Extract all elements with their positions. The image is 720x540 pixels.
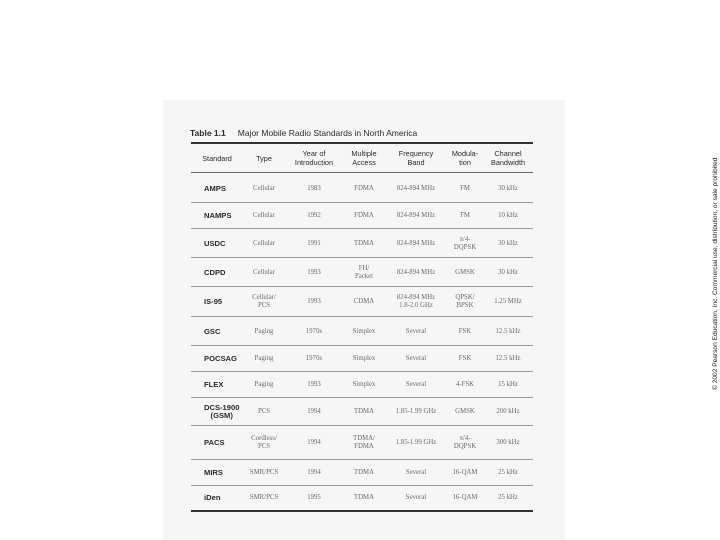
cell-band: 824-894 MHz 1.8-2.0 GHz [396,294,436,309]
cell-type: Cellular/ PCS [252,294,276,309]
cell-standard: MIRS [204,468,223,477]
cell-type: Paging [254,381,274,388]
table-number: Table 1.1 [190,128,226,138]
table-title: Major Mobile Radio Standards in North America [237,128,418,138]
column-header-type: Type [256,153,272,163]
cell-band: 824-894 MHz [396,184,436,192]
cell-standard: AMPS [204,183,226,193]
table-caption [190,128,417,138]
cell-modulation: FSK [458,327,472,335]
column-header-modulation: Modula- tion [451,149,479,167]
cell-modulation: FM [460,184,470,192]
cell-year: 1983 [307,184,321,192]
cell-modulation: FM [460,212,470,219]
cell-year: 1991 [307,239,321,247]
cell-type: Cellular [253,239,275,247]
cell-standard: CDPD [204,267,226,277]
cell-type: Paging [254,355,274,362]
cell-band: 824-894 MHz [396,268,436,276]
cell-access: Simplex [352,327,376,335]
column-header-band: Frequency Band [398,149,434,167]
cell-year: 1994 [307,469,321,476]
cell-band: Several [405,327,427,335]
cell-type: Cellular [253,268,275,276]
cell-year: 1994 [307,439,321,446]
cell-standard: FLEX [204,380,224,389]
cell-modulation: 4-FSK [455,381,475,388]
cell-bandwidth: 30 kHz [498,184,518,192]
cell-year: 1993 [307,298,321,305]
cell-band: 824-894 MHz [396,212,436,219]
cell-year: 1970s [305,355,323,362]
cell-access: FH/ Packet [354,264,374,280]
cell-year: 1992 [307,212,321,219]
cell-band: Several [405,381,427,388]
cell-access: TDMA [353,469,374,476]
cell-bandwidth: 30 kHz [498,268,518,276]
cell-access: TDMA [353,494,374,501]
copyright-notice: © 2002 Pearson Education, Inc. Commercial use, distribution, or sale prohibited [712,157,719,390]
cell-modulation: 16-QAM [452,469,478,476]
cell-access: FDMA [354,184,374,192]
cell-bandwidth: 30 kHz [498,239,518,247]
table-row [191,398,533,426]
cell-access: Simplex [352,355,376,362]
cell-year: 1994 [307,408,321,415]
cell-standard: NAMPS [204,211,232,220]
cell-type: Cellular [253,212,275,219]
cell-bandwidth: 12.5 kHz [495,355,521,362]
cell-bandwidth: 25 kHz [498,469,518,476]
table-row [191,287,533,317]
cell-modulation: 16-QAM [452,494,478,501]
column-header-access: Multiple Access [351,149,377,167]
column-header-bandwidth: Channel Bandwidth [490,149,526,167]
cell-bandwidth: 200 kHz [496,408,520,415]
cell-type: Cordless/ PCS [251,435,277,450]
table-row [191,486,533,510]
cell-type: SMR/PCS [249,494,279,501]
cell-year: 1995 [307,494,321,501]
cell-bandwidth: 300 kHz [496,439,520,446]
cell-standard: IS-95 [204,297,223,306]
cell-access: Simplex [352,381,376,388]
cell-standard: DCS-1900 (GSM) [204,403,240,420]
cell-modulation: π/4- DQPSK [453,235,477,251]
table-row [191,317,533,346]
cell-modulation: FSK [458,355,472,362]
cell-standard: POCSAG [204,354,237,363]
table-row [191,174,533,203]
cell-band: 824-894 MHz [396,239,436,247]
top-rule [191,142,533,144]
cell-bandwidth: 15 kHz [498,381,518,388]
cell-type: Cellular [253,184,275,192]
cell-access: TDMA [353,408,374,415]
header-rule [191,172,533,173]
cell-modulation: QPSK/ BPSK [455,294,475,309]
bottom-rule [191,510,533,512]
cell-standard: USDC [204,238,226,248]
cell-type: SMR/PCS [249,469,279,476]
cell-bandwidth: 12.5 kHz [495,327,521,335]
table-row [191,372,533,398]
cell-bandwidth: 10 kHz [498,212,518,219]
table-row [191,460,533,486]
cell-access: FDMA [354,212,374,219]
cell-band: Several [405,494,427,501]
table-row [191,258,533,287]
cell-access: CDMA [353,298,375,305]
cell-standard: PACS [204,438,225,447]
column-header-year: Year of Introduction [294,149,334,167]
cell-year: 1970s [305,327,323,335]
cell-band: Several [405,469,427,476]
cell-year: 1993 [307,268,321,276]
cell-type: PCS [257,408,271,415]
cell-band: 1.85-1.99 GHz [395,439,437,446]
cell-bandwidth: 1.25 MHz [494,298,522,305]
cell-band: Several [405,355,427,362]
cell-modulation: GMSK [455,268,475,276]
cell-band: 1.85-1.99 GHz [395,408,437,415]
cell-access: TDMA [353,239,374,247]
cell-modulation: GMSK [455,408,475,415]
cell-standard: iDen [204,493,221,502]
cell-modulation: π/4- DQPSK [453,435,477,450]
table-row [191,426,533,460]
cell-access: TDMA/ FDMA [353,435,375,450]
column-header-standard: Standard [202,153,232,163]
cell-standard: GSC [204,326,221,336]
table-row [191,203,533,229]
table-row [191,229,533,258]
cell-bandwidth: 25 kHz [498,494,518,501]
cell-year: 1993 [307,381,321,388]
table-row [191,346,533,372]
cell-type: Paging [254,327,274,335]
